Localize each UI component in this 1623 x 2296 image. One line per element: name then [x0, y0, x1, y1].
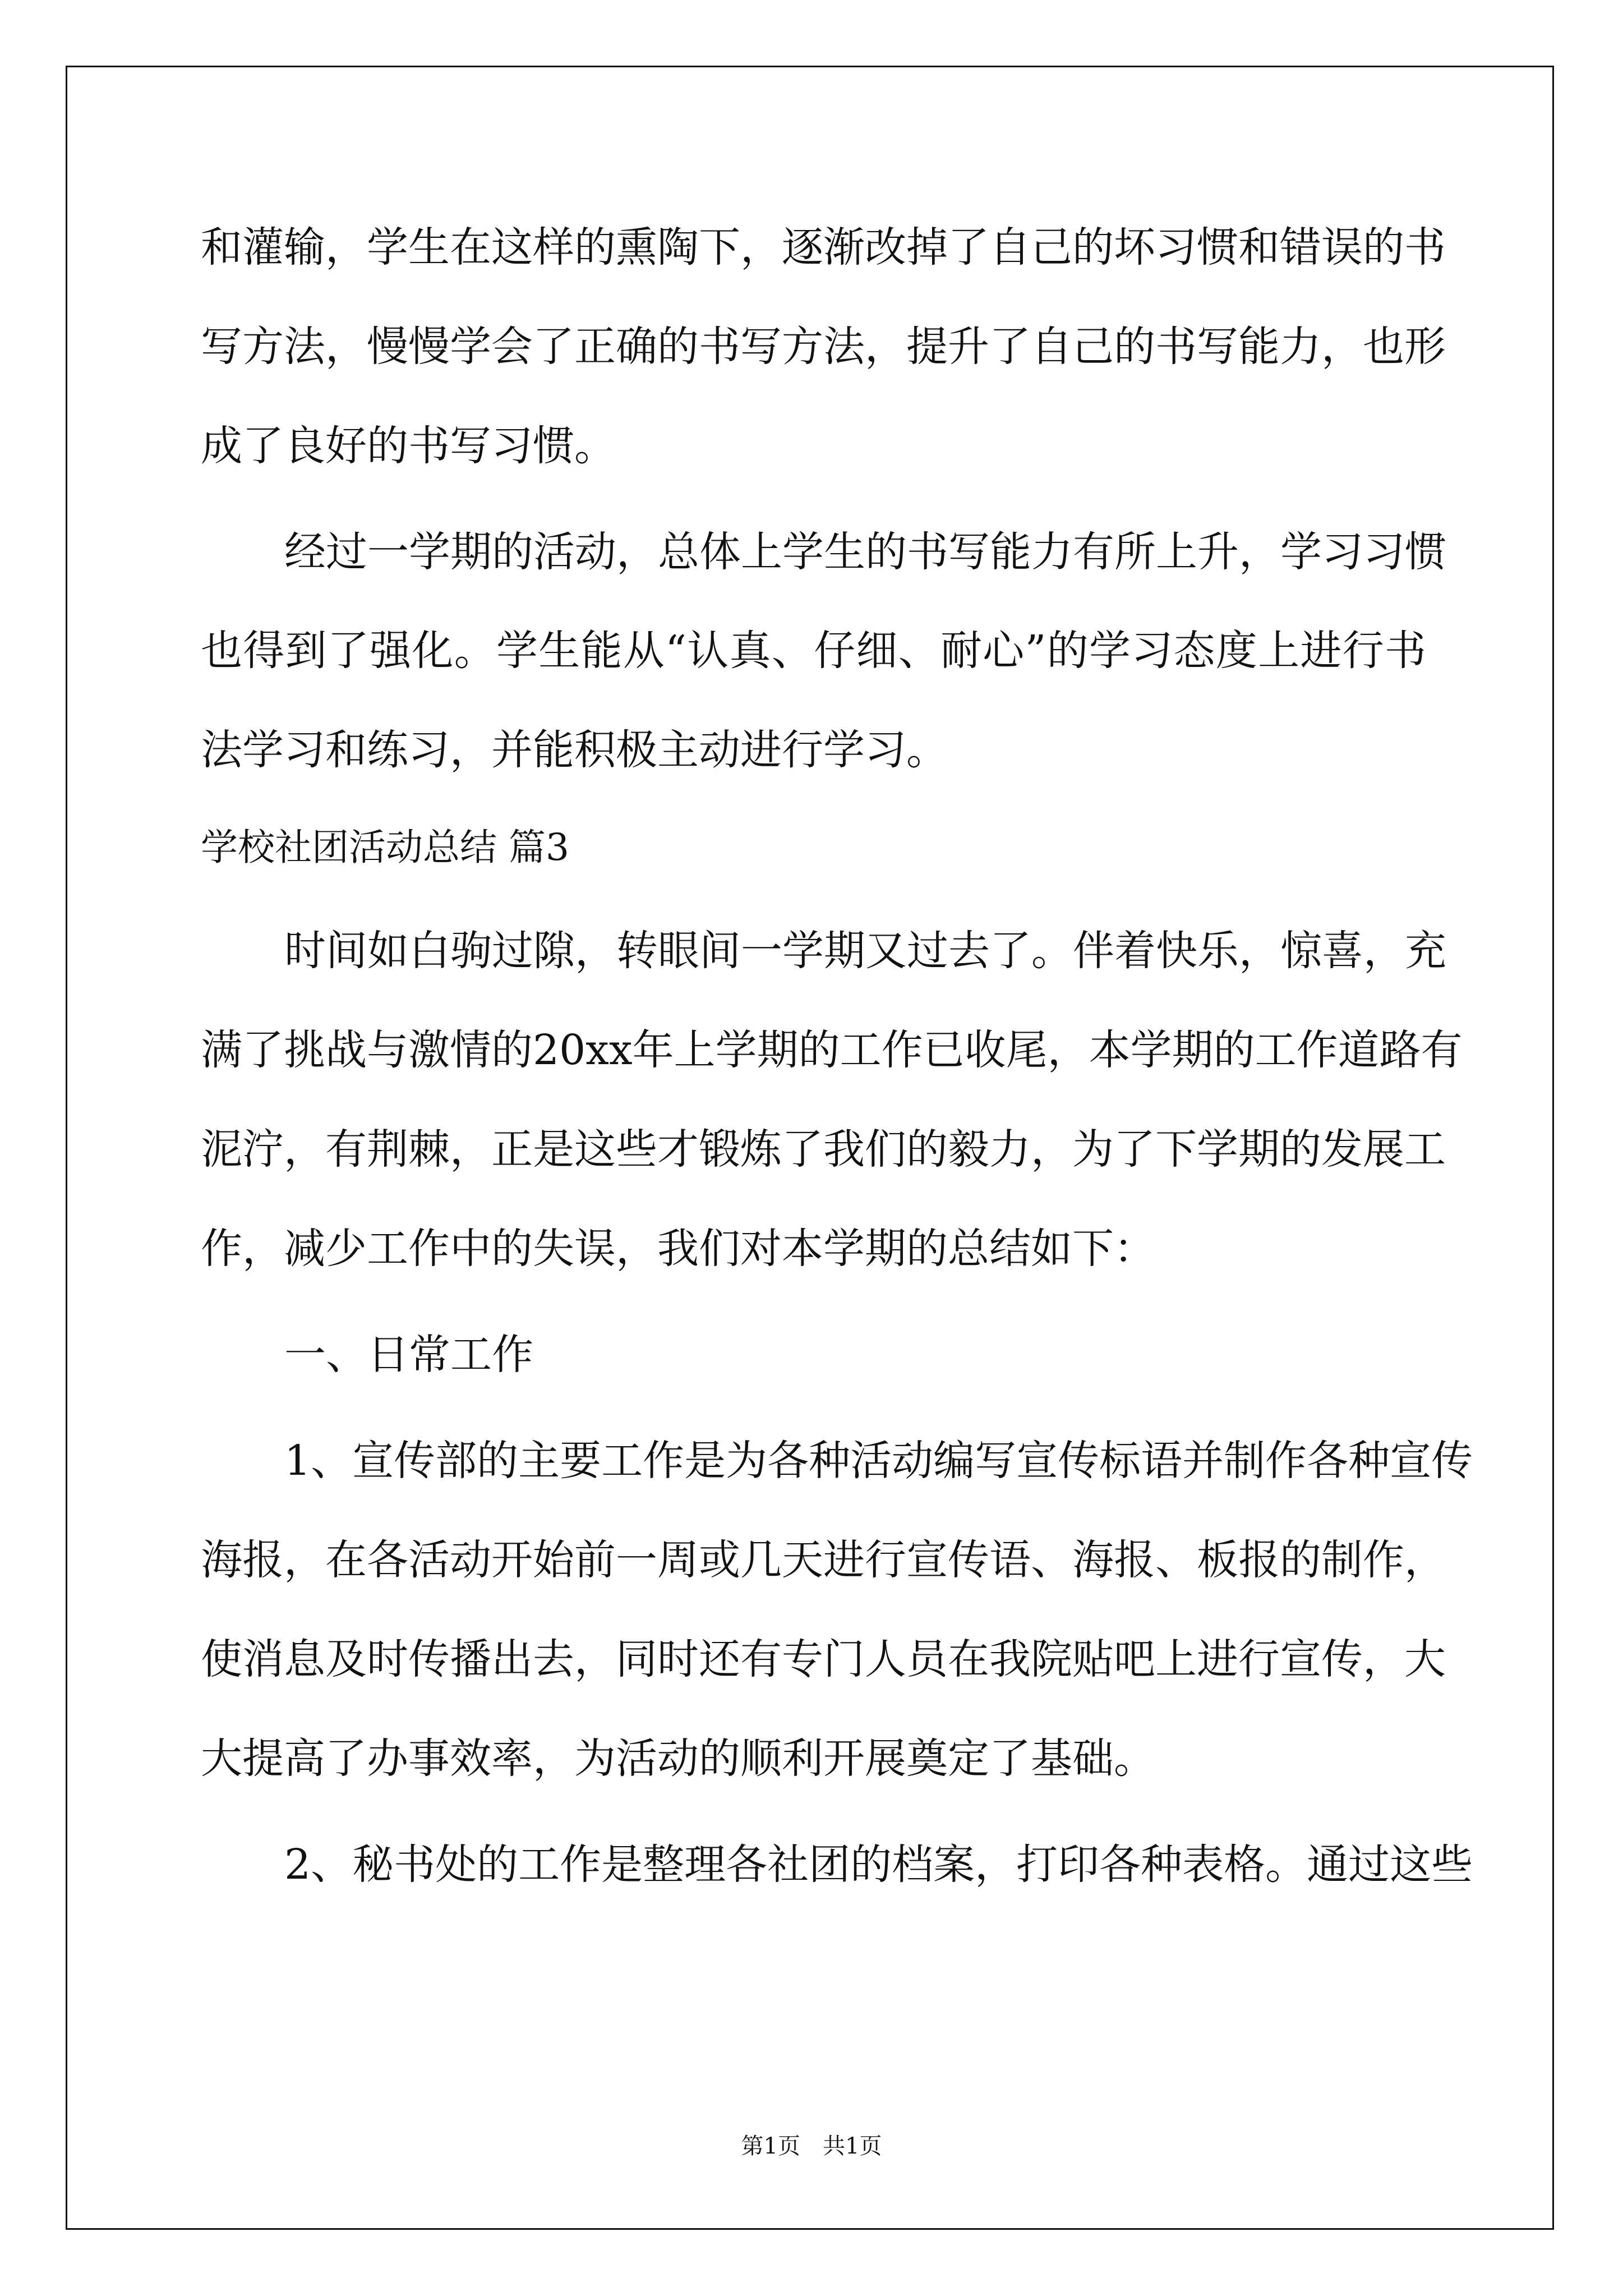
text-line: 使消息及时传播出去，同时还有专门人员在我院贴吧上进行宣传，大: [201, 1635, 1446, 1683]
text-line: 写方法，慢慢学会了正确的书写方法，提升了自己的书写能力，也形: [201, 323, 1446, 371]
text-line: 经过一学期的活动，总体上学生的书写能力有所上升，学习习惯: [284, 528, 1446, 576]
page-number: 第1页 共1页: [741, 2133, 882, 2159]
text-line: 2、秘书处的工作是整理各社团的档案，打印各种表格。通过这些: [284, 1841, 1473, 1889]
text-line: 时间如白驹过隙，转眼间一学期又过去了。伴着快乐，惊喜，充: [284, 927, 1446, 975]
text-line: 也得到了强化。学生能从“认真、仔细、耐心”的学习态度上进行书: [201, 627, 1426, 675]
section-heading: 学校社团活动总结 篇3: [201, 826, 569, 869]
text-line: 1、宣传部的主要工作是为各种活动编写宣传标语并制作各种宣传: [284, 1437, 1473, 1485]
text-line: 满了挑战与激情的20xx年上学期的工作已收尾，本学期的工作道路有: [201, 1026, 1463, 1074]
text-line: 成了良好的书写习惯。: [201, 422, 616, 470]
text-line: 海报，在各活动开始前一周或几天进行宣传语、海报、板报的制作，: [201, 1536, 1446, 1584]
text-line: 大提高了办事效率，为活动的顺利开展奠定了基础。: [201, 1734, 1155, 1783]
text-line: 法学习和练习，并能积极主动进行学习。: [201, 726, 948, 774]
subheading: 一、日常工作: [284, 1331, 533, 1379]
text-line: 泥泞，有荆棘，正是这些才锻炼了我们的毅力，为了下学期的发展工: [201, 1125, 1446, 1174]
text-line: 作，减少工作中的失误，我们对本学期的总结如下：: [201, 1225, 1155, 1273]
text-line: 和灌输，学生在这样的熏陶下，逐渐改掉了自己的坏习惯和错误的书: [201, 223, 1446, 272]
